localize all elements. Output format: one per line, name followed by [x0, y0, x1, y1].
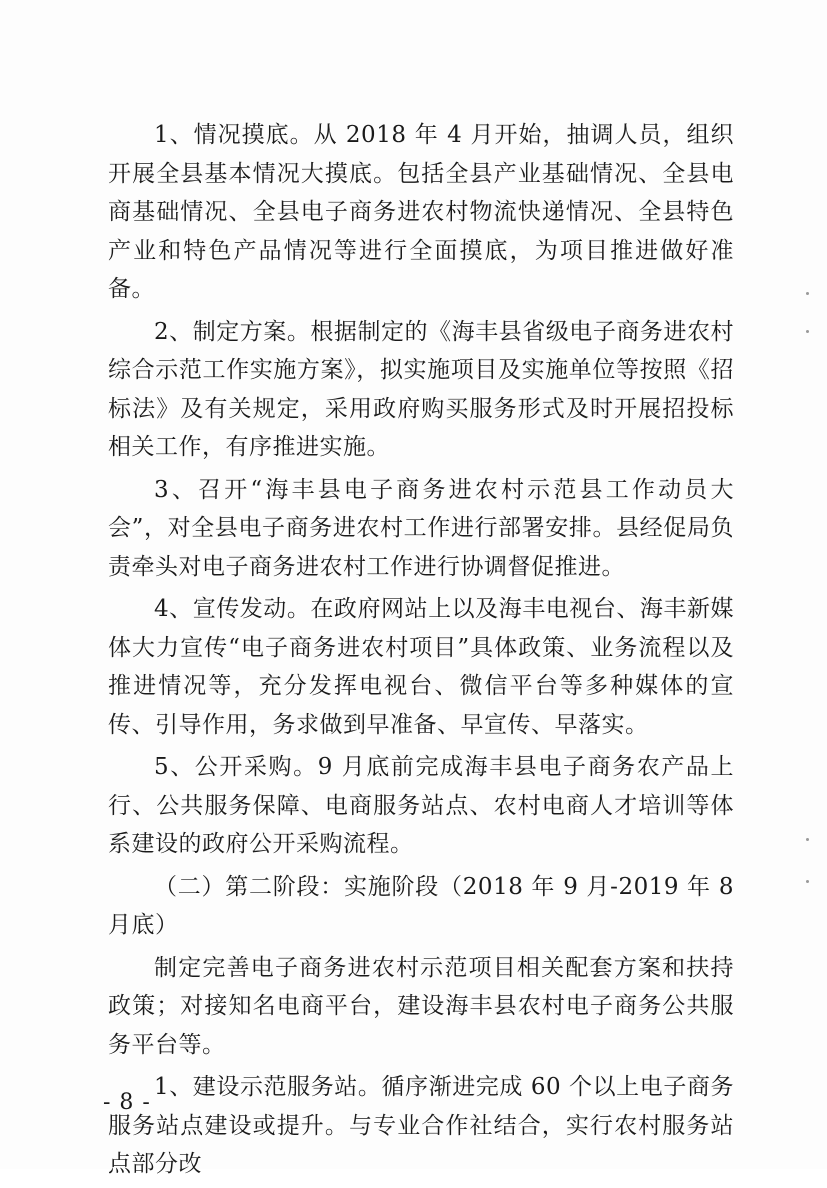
paragraph-publicity: 4、宣传发动。在政府网站上以及海丰电视台、海丰新媒体大力宣传“电子商务进农村项目”具体政策、业务流程以及推进情况等，充分发挥电视台、微信平台等多种媒体的宣传、引导作用，务求做到早准备、早宣传、早落实。	[108, 596, 734, 738]
scan-speck	[806, 880, 809, 883]
paragraph-phase-two-summary: 制定完善电子商务进农村示范项目相关配套方案和扶持政策；对接知名电商平台，建设海丰县农村电子商务公共服务平台等。	[108, 954, 734, 1058]
scan-speck	[806, 292, 809, 295]
paragraph-situation-survey: 1、情况摸底。从 2018 年 4 月开始，抽调人员，组织开展全县基本情况大摸底。包括全县产业基础情况、全县电商基础情况、全县电子商务进农村物流快递情况、全县特色产业和特色产品情况等进行全面摸底，为项目推进做好准备。	[108, 122, 734, 302]
scan-speck	[806, 330, 809, 333]
page-number: - 8 -	[103, 1090, 151, 1115]
paragraph-formulate-plan: 2、制定方案。根据制定的《海丰县省级电子商务进农村综合示范工作实施方案》，拟实施项目及实施单位等按照《招标法》及有关规定，采用政府购买服务形式及时开展招投标相关工作，有序推进实施。	[108, 318, 734, 460]
paragraph-mobilization-meeting: 3、召开“海丰县电子商务进农村示范县工作动员大会”，对全县电子商务进农村工作进行部署安排。县经促局负责牵头对电子商务进农村工作进行协调督促推进。	[108, 476, 734, 580]
paragraph-service-stations: 1、建设示范服务站。循序渐进完成 60 个以上电子商务服务站点建设或提升。与专业合作社结合，实行农村服务站点部分改	[108, 1074, 734, 1177]
scan-speck	[806, 838, 809, 841]
section-heading-phase-two: （二）第二阶段：实施阶段（2018 年 9 月-2019 年 8 月底）	[108, 873, 734, 938]
paragraph-public-procurement: 5、公开采购。9 月底前完成海丰县电子商务农产品上行、公共服务保障、电商服务站点、农村电商人才培训等体系建设的政府公开采购流程。	[108, 754, 734, 857]
document-body	[108, 116, 734, 1188]
